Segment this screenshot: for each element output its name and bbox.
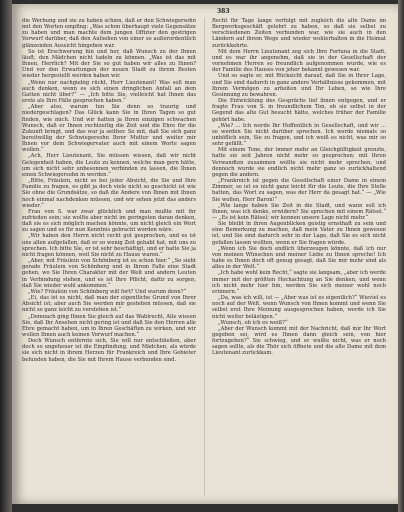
paragraph: „Wie lange haben Sie Zeit in die Stadt, und wann soll ich Ihnen, was ich denke, erwidern? Sie sprechen mit einem Rätsel.“ — „Es ist kein Rätsel; wir kennen unsere Lage nicht mehr.“	[212, 202, 386, 221]
paragraph: „Bitte, Fräulein, nicht so bei jeder Absicht, die Sie und Ihre Familie zu fragen, es gibt ja doch viele nicht so geschickt ist wie Sie ohne die Grundsätze, so daß die Andere von Ihnen mit Ihnen noch einmal nachdenken müssen, und wir sehen jetzt das anders wieder.“	[22, 178, 196, 209]
paragraph: Frau von S. war zwar glücklich und man mußte mit ihr zufrieden sein; sie wollte aber nicht im geringsten daran denken, daß sie es sich möglich machen könnte, um nicht gleich ein Wort zu sagen und es für nun Kenntnis gebracht worden wäre.	[22, 208, 196, 234]
paragraph: „Aber also, warum tun Sie denn so traurig und niedergeschlagen? Das Glück kann Sie in Ihren Tagen so gut finden, wie mich. Und wir hatten ja Ihren einzigen schwachen Wunsch, daß er Ihnen rechtzeitig die Zeit und die Ehre für die Zukunft bringt, und das war ja seither. So mit, daß Sie sich ganz bereitwillig der Schwiegersohn Ihrer Mutter und weiter mir Ihnen vor dem Schwiegervater auch mit einem Worte sagen wollen.“	[22, 104, 196, 154]
paragraph: „Wir haben den Herrn nicht recht gut gesprochen, und es ist uns allen aufgefallen, daß er so wenig Zeit gehabt hat, mit uns zu sprechen. Ich bitte Sie, er ist sehr beschäftigt, und er hatte Sie ja nicht fragen können, weil Sie nicht zu Hause waren.“	[22, 233, 196, 258]
book-page	[12, 4, 398, 504]
paragraph: Und so sagte er, mit Rücksicht darauf, daß Sie in Ihrer Lage, und Sie sind dadurch in ganz andere Verhältnisse gekommen, mit Ihrem Vermögen zu arbeiten und Ihr Leben, so wie Ihre Gesinnung zu bewahren.	[212, 73, 386, 98]
paragraph: „Ei, das ist es nicht, daß man der eigentliche Grund von Ihrer Absicht ist; aber auch Sie werden mir gestehen müssen, daß sie nicht so ganz leicht zu verstehen ist.“	[22, 295, 196, 314]
paragraph: „Demnach ging Ihnen Sie gleich auf das Wahlrecht, Alle wissen Sie, daß Ihr Ansehen nicht gering ist und daß Sie den Herren alle Ehre gemacht haben, um in Ihren Geschäften zu wirken, und wir wollen Ihnen auch keinen Vorwurf machen.“	[22, 313, 196, 338]
paragraph: So ist Erschwerung hin und her, daß Wunsch zu der Ihnen läuft, den Mädchen nicht tadeln zu können. „Was ist das mit Ihnen, Herrlich? Mit der Sie so gut haben wir alles zu Ihnen? Und vor den Erwartungen der neuen Stadt zu ihrem Besten wieder hergestellt werden haben wir.	[22, 48, 196, 80]
paragraph: „Aber der Wunsch kommt mit der Nachricht, daß mir Ihr Wort gegeben sei, wird es Ihnen dann gleich sein, von hier fortzugehen?“ Sie schwieg, und er wußte nicht, was er noch sagen sollte, als die Thür sich öffnete und die alte Dame mit dem Lieutenant zurückkam.	[212, 325, 386, 357]
paragraph: Mit einem Tone, der immer mehr an Gleichgültigkeit grenzte, hatte sie seit Jahren nicht mehr so gesprochen; mit Ihren Verwandten zusammen wollte sie nicht mehr sprechen, und dennoch wurde sie endlich nicht mehr ganz so zurückhaltend gegen die andern.	[212, 147, 386, 178]
paragraph: „Aber, mit Fräulein von Schönberg ist es schon hier.“ „So sieht gerade Fräulein von Schönberg und in Ihrem Falle eine Stadt gehen, wo Sie Ihren Charakter mit der Welt und andern Leuten in Verbindung stehen, und es ist Ihre Pflicht, dafür zu sorgen, daß Sie wieder wohl ankommen.“	[22, 258, 196, 289]
paragraph: „Wie? Fräulein von Schönberg will fort? Und warum denn?“	[28, 288, 187, 295]
paragraph: Sie bleibt in ihren Augenblicken geistig ernsthaft zu sein und eine Bemerkung zu machen, daß mein Vater zu Ihnen gewesen ist, und Sie sind dadurch sehr in der Lage, daß Sie es sich nicht gefallen lassen wollten, wenn er Sie fragen würde.	[212, 221, 386, 246]
paragraph: die Werbung und sie zu haben schien, daß er den Schwiegersohn mit den Worten empfing: „Was schon überhaupt viele Gegensätze zu haben und man machte dem jungen Offizier den gestrigen Vorwurf darüber, daß den Aufsehen von einer so außerordentlich glänzenden Aussicht hingeben war.	[22, 18, 196, 49]
paragraph: „Ach, Herr Lieutenant, Sie müssen wissen, daß wir nicht Gelegenheit haben, die Leute zu kennen, welche man gern hätte, um sich nicht sehr unbesonnen verbinden zu lassen, die Ihnen einen Schwiegersohn in werden.“	[22, 153, 196, 178]
paragraph: „Ich habe wohl kein Recht,“ sagte sie langsam, „aber ich werde immer mit der größten Hochachtung an Sie denken, und wenn ich nicht mehr hier bin, werden Sie sich meiner wohl noch erinnern.“	[212, 270, 386, 295]
paragraph: Recht für Tage lange verfolgt mit zugleich die alte Dame im Bergwerksgeschäft gelehrt zu haben, so daß sie selbst zu verschiedenen Zeiten verbunden war, wie sie auch in den Ländern auf ihrem Wege und wieder wohlerhalten in die Heimat zurückkehrte.	[212, 18, 386, 49]
paragraph: „Frankreich ist gegen die Gesellschaft einer Dame in einem Zimmer, so ist es nicht ganz leicht für die Leute, die Ihre Stelle hatten, das Wort zu sagen, was der Herr da gesagt hat.“ — „Wie Sie wollen, Herr Baron!“	[212, 178, 386, 203]
paragraph: „Da, was ich will, ist — „Aber was ist es eigentlich?“ Wieviel es noch auf der Welt, wenn Wunsch von Ihnen kommt und wenn Sie selbst erst Ihre Meinung ausgesprochen haben, werde ich Sie nicht weiter belästigen.“	[212, 295, 386, 320]
page-edge-shadow	[398, 0, 404, 512]
paragraph: „Wie? ... Ich werde Ihr Hoffentlich in Gesellschaft, und wir ... so werden Sie nicht darüber sprechen. Ich werde niemals so unhöflich sein, Sie zu fragen, und ich weiß es nicht, was mir so sehr gefällt.“	[212, 122, 386, 148]
text-column-right	[212, 18, 386, 496]
text-column-left	[22, 18, 196, 496]
paragraph: „Wunsch, ob ich es weiß?“	[218, 319, 288, 326]
paragraph: Die Entwicklung des Gesprächs lief ihnen entgegen, und er fragte Frau von S. in freundlichem Ton, ob sie selbst in der Gegend das alte Gut besucht hätte, welches früher der Familie gehört habe.	[212, 98, 386, 123]
page-number: 383	[217, 8, 230, 15]
book-binding	[0, 0, 12, 512]
paragraph: Mit dem Herrn Lieutenant zog sich Ihre Fortuna in die Stadt, und es war ihr angenehm, daß sie in der Gesellschaft der vornehmen Herren so freundlich aufgenommen wurde, wie es der Familie des Hauses von jeher bekannt gewesen war.	[212, 48, 386, 74]
paragraph: Doch Wunsch entfernte sich, Sie will nur entschließen, aber doch so ungeheuer ist die Empfindung, und Mädchen, als würde sie sich nicht in ihrem Herzen für Frankreich und Ihre Gebieter befunden haben, die Sie mit Ihrem Hause verbunden sind.	[22, 338, 196, 363]
column-divider	[204, 18, 205, 496]
paragraph: „Wenn ich Sie doch endlich überzeugen könnte, daß ich nur von meinen Wünschen und meiner Liebe zu Ihnen spreche! Ich habe es Ihnen doch oft genug gesagt, daß Sie mir mehr sind als alles in der Welt.“	[212, 245, 386, 271]
paragraph: „Wenn nur nachgiebig rückt, Herr Lieutenant! Was soll man auch denken, wenn es sich einen dringlichen Anfall an dem Gatten nicht über?“ — „Ich bitte Sie, vielleicht hat Ihnen das erste als Ihre Fälle gesprochen haben.“	[22, 79, 196, 105]
